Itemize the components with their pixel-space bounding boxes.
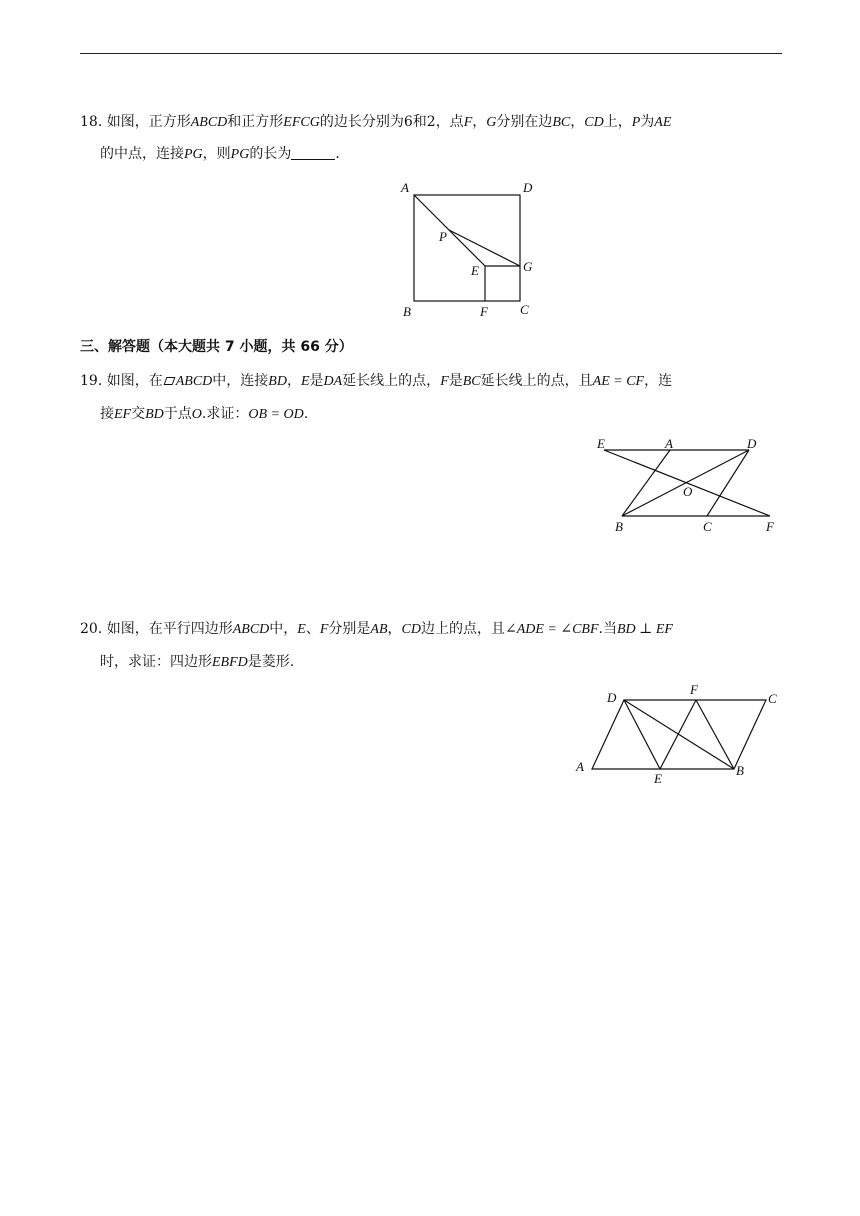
label-a: A: [401, 180, 409, 195]
label-c: C: [768, 691, 777, 706]
label-c: C: [520, 302, 529, 317]
q19-line-1: 19. 如图，在 ABCD中，连接BD，E是DA延长线上的点，F是BC延长线上的点，且AE = CF，连: [80, 373, 673, 389]
label-a: A: [665, 436, 673, 451]
q18-line-2: 的中点，连接PG，则PG的长为 ．: [100, 146, 350, 162]
square-efcg: [485, 266, 520, 301]
label-e: E: [471, 263, 479, 278]
answer-blank: [291, 145, 335, 160]
parallelogram-symbol: [163, 377, 175, 385]
q20-line-2: 时，求证：四边形EBFD是菱形.: [100, 654, 295, 670]
diagonal-db: [624, 700, 734, 769]
segment-fb: [696, 700, 734, 769]
label-f: F: [690, 682, 698, 697]
label-o: O: [683, 484, 693, 499]
label-d: D: [747, 436, 757, 451]
label-d: D: [523, 180, 533, 195]
label-d: D: [607, 690, 617, 705]
label-e: E: [597, 436, 605, 451]
segment-ef: [660, 700, 696, 769]
segment-de: [624, 700, 660, 769]
label-p: P: [439, 229, 447, 244]
label-f: F: [766, 519, 774, 534]
segment-pg: [449, 230, 520, 266]
q19-number: 19.: [80, 373, 103, 389]
q20-number: 20.: [80, 621, 103, 637]
label-g: G: [523, 259, 533, 274]
q20-line-1: 20. 如图，在平行四边形ABCD中，E、F分别是AB，CD边上的点，且∠ADE = ∠CBF.当BD ⊥ EF: [80, 621, 673, 637]
q18-number: 18.: [80, 114, 103, 130]
q18-figure: [398, 178, 548, 320]
label-b: B: [615, 519, 623, 534]
label-b: B: [403, 304, 411, 319]
label-f: F: [480, 304, 488, 319]
q19-figure: [592, 432, 782, 536]
q20-figure: [572, 680, 782, 788]
q18-line-1: 18. 如图，正方形ABCD和正方形EFCG的边长分别为6和2，点F，G分别在边BC，CD上，P为AE: [80, 114, 672, 130]
label-b: B: [736, 763, 744, 778]
q19-line-2: 接EF交BD于点O.求证：OB = OD.: [100, 406, 309, 422]
label-a: A: [576, 759, 584, 774]
section-heading: 三、解答题（本大题共 7 小题，共 66 分）: [80, 339, 353, 355]
header-rule: [80, 53, 782, 54]
label-e: E: [654, 771, 662, 786]
label-c: C: [703, 519, 712, 534]
side-dc: [707, 450, 749, 516]
